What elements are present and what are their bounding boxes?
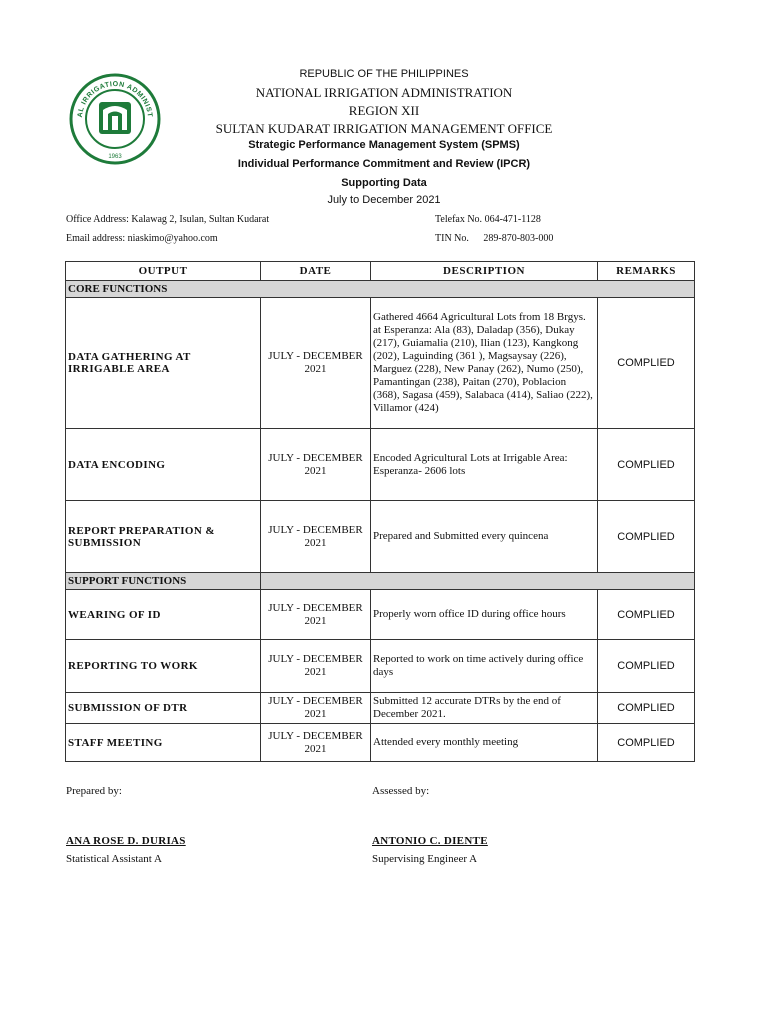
email-label: Email address: — [66, 233, 126, 244]
date-cell: JULY - DECEMBER 2021 — [261, 501, 371, 573]
table-row — [66, 501, 695, 573]
section-support — [66, 573, 695, 590]
remarks-cell: COMPLIED — [598, 590, 695, 640]
period-line: July to December 2021 — [327, 194, 441, 206]
table-row — [66, 693, 695, 724]
form-title: Individual Performance Commitment and Review (IPCR) — [237, 158, 531, 170]
table-row — [66, 724, 695, 762]
description-cell: Encoded Agricultural Lots at Irrigable Area: Esperanza- 2606 lots — [371, 429, 598, 501]
section-label: SUPPORT FUNCTIONS — [66, 573, 261, 590]
output-cell: WEARING OF ID — [66, 590, 261, 640]
output-cell: REPORT PREPARATION & SUBMISSION — [66, 501, 261, 573]
date-cell: JULY - DECEMBER 2021 — [261, 693, 371, 724]
table-row — [66, 640, 695, 693]
agency-name: NATIONAL IRRIGATION ADMINISTRATION — [255, 85, 513, 100]
description-cell: Submitted 12 accurate DTRs by the end of December 2021. — [371, 693, 598, 724]
ipcr-table — [65, 261, 695, 762]
remarks-cell: COMPLIED — [598, 724, 695, 762]
telefax-label: Telefax No. — [435, 214, 483, 225]
telefax — [435, 214, 541, 225]
email-address — [66, 233, 218, 244]
office-address-value: Kalawag 2, Isulan, Sultan Kudarat — [131, 214, 270, 225]
header-output: OUTPUT — [66, 262, 261, 281]
office-address — [66, 214, 269, 225]
system-title: Strategic Performance Management System (SPMS) — [248, 139, 520, 151]
table-row — [66, 590, 695, 640]
section-fill — [261, 573, 695, 590]
date-cell: JULY - DECEMBER 2021 — [261, 724, 371, 762]
office-name: SULTAN KUDARAT IRRIGATION MANAGEMENT OFFICE — [215, 121, 553, 136]
date-cell: JULY - DECEMBER 2021 — [261, 640, 371, 693]
sub-title: Supporting Data — [341, 177, 427, 189]
prepared-by-name: ANA ROSE D. DURIAS — [66, 835, 186, 847]
description-cell: Properly worn office ID during office hours — [371, 590, 598, 640]
output-cell: REPORTING TO WORK — [66, 640, 261, 693]
remarks-cell: COMPLIED — [598, 429, 695, 501]
description-cell: Attended every monthly meeting — [371, 724, 598, 762]
tin-label: TIN No. — [435, 233, 469, 244]
header-remarks: REMARKS — [598, 262, 695, 281]
output-cell: STAFF MEETING — [66, 724, 261, 762]
section-label: CORE FUNCTIONS — [66, 281, 695, 298]
output-cell: DATA ENCODING — [66, 429, 261, 501]
date-cell: JULY - DECEMBER 2021 — [261, 429, 371, 501]
prepared-by-position: Statistical Assistant A — [66, 853, 162, 865]
telefax-value: 064-471-1128 — [484, 214, 541, 225]
remarks-cell: COMPLIED — [598, 640, 695, 693]
header-date: DATE — [261, 262, 371, 281]
logo-year: 1963 — [108, 154, 122, 160]
tin-number — [435, 233, 553, 244]
remarks-cell: COMPLIED — [598, 298, 695, 429]
email-value: niaskimo@yahoo.com — [127, 233, 218, 244]
output-cell: DATA GATHERING AT IRRIGABLE AREA — [66, 298, 261, 429]
assessed-by-label: Assessed by: — [372, 785, 430, 797]
header-description: DESCRIPTION — [371, 262, 598, 281]
section-core — [66, 281, 695, 298]
output-cell: SUBMISSION OF DTR — [66, 693, 261, 724]
logo-arc-text: AL IRRIGATION ADMINIST — [76, 80, 154, 118]
remarks-cell: COMPLIED — [598, 693, 695, 724]
prepared-by-label: Prepared by: — [66, 785, 122, 797]
tin-value: 289-870-803-000 — [483, 233, 554, 244]
table-row — [66, 298, 695, 429]
assessed-by-name: ANTONIO C. DIENTE — [372, 835, 488, 847]
table-row — [66, 429, 695, 501]
remarks-cell: COMPLIED — [598, 501, 695, 573]
date-cell: JULY - DECEMBER 2021 — [261, 590, 371, 640]
table-header-row — [66, 262, 695, 281]
description-cell: Prepared and Submitted every quincena — [371, 501, 598, 573]
description-cell: Reported to work on time actively during office days — [371, 640, 598, 693]
office-address-label: Office Address: — [66, 214, 129, 225]
region-name: REGION XII — [348, 103, 420, 118]
description-cell: Gathered 4664 Agricultural Lots from 18 Brgys. at Esperanza: Ala (83), Daladap (356), Dukay (217), Guiamalia (210), Ilian (123), Kangkong (202), Laguinding (361 ), Magsaysay (226), Marguez (228), New Panay (262), Numo (250), Pamantingan (238), Paitan (270), Poblacion (368), Sagasa (459), Salabaca (414), Saliao (222), Villamor (424) — [371, 298, 598, 429]
assessed-by-position: Supervising Engineer A — [372, 853, 478, 865]
republic-line: REPUBLIC OF THE PHILIPPINES — [299, 68, 469, 80]
date-cell: JULY - DECEMBER 2021 — [261, 298, 371, 429]
